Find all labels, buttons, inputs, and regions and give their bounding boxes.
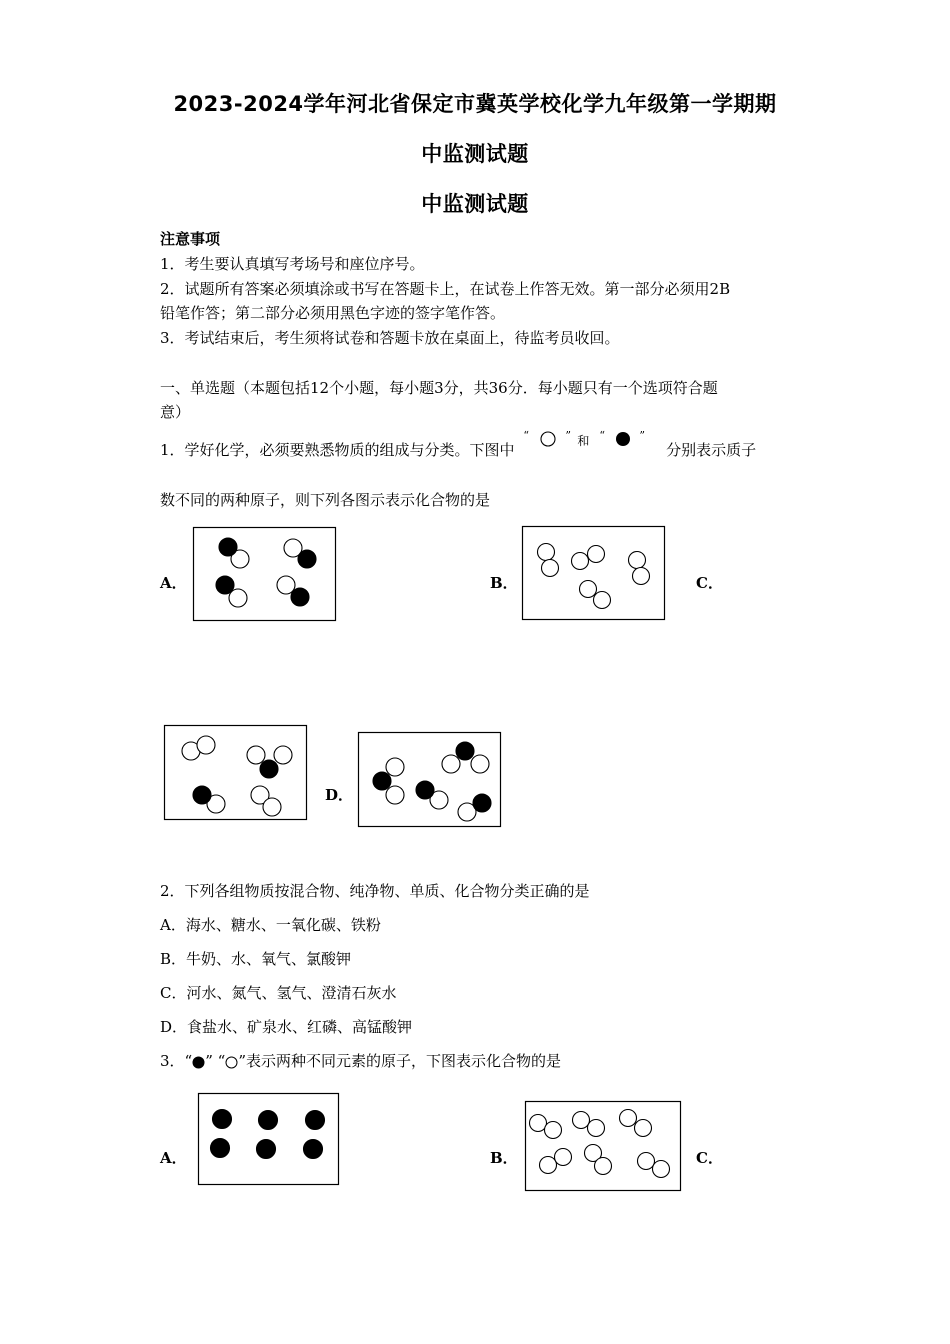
- q1-stem-line2: 数不同的两种原子，则下列各图示表示化合物的是: [160, 491, 491, 509]
- q3-quote-mid: ” “: [205, 1052, 226, 1070]
- q1-stem-line1: [160, 429, 757, 461]
- paper-title-line2: 中监测试题: [421, 142, 529, 166]
- black-atom-icon: [614, 430, 632, 448]
- q2-stem: 2．下列各组物质按混合物、纯净物、单质、化合物分类正确的是: [160, 882, 590, 900]
- q3-stem: [160, 1050, 561, 1071]
- q2-option-c: C．河水、氮气、氢气、澄清石灰水: [160, 984, 397, 1002]
- q3-number: 3．: [160, 1052, 185, 1070]
- q1-option-b-label: B．: [490, 574, 518, 592]
- q1-stem-start: 1．学好化学，必须要熟悉物质的组成与分类。下图中: [160, 441, 515, 459]
- q1-option-c-label: C．: [696, 574, 723, 592]
- q3-option-a-label: A．: [160, 1149, 187, 1167]
- q3-option-b-label: B．: [490, 1149, 518, 1167]
- paper-title-line3: 中监测试题: [421, 192, 529, 216]
- q3-stem-text: ”表示两种不同元素的原子，下图表示化合物的是: [238, 1052, 561, 1070]
- notice-item-2b: 铅笔作答；第二部分必须用黑色字迹的签字笔作答。: [160, 304, 506, 322]
- q1-option-d-label: D．: [325, 786, 354, 804]
- section-heading-line1: 一、单选题（本题包括12个小题，每小题3分，共36分．每小题只有一个选项符合题: [160, 379, 718, 397]
- q1-quote-close-2: ”: [639, 429, 645, 442]
- q2-option-d: D．食盐水、矿泉水、红磷、高锰酸钾: [160, 1018, 413, 1036]
- black-atom-icon: [192, 1056, 205, 1069]
- notice-item-3: 3．考试结束后，考生须将试卷和答题卡放在桌面上，待监考员收回。: [160, 329, 620, 347]
- q1-option-c-diagram: [164, 725, 307, 820]
- q3-quote-open: “: [184, 1052, 193, 1070]
- q1-quote-close: ”: [565, 429, 571, 442]
- q1-option-a-label: A．: [160, 574, 187, 592]
- q3-option-b-diagram: [525, 1101, 681, 1191]
- white-atom-icon: [539, 430, 557, 448]
- q1-symbol-legend: [519, 429, 661, 461]
- q1-option-d-diagram: [358, 732, 501, 827]
- q1-quote-open: “: [523, 429, 529, 442]
- q2-option-b: B．牛奶、水、氧气、氯酸钾: [160, 950, 352, 968]
- q1-option-b-diagram: [522, 526, 665, 620]
- q1-stem-end: 分别表示质子: [666, 441, 757, 459]
- q2-option-a: A．海水、糖水、一氧化碳、铁粉: [160, 916, 381, 934]
- white-atom-icon: [225, 1056, 238, 1069]
- paper-title-line1: 2023-2024学年河北省保定市冀英学校化学九年级第一学期期: [173, 92, 777, 116]
- notice-item-1: 1．考生要认真填写考场号和座位序号。: [160, 255, 425, 273]
- section-heading-line2: 意）: [160, 403, 191, 421]
- notice-item-2a: 2．试题所有答案必须填涂或书写在答题卡上，在试卷上作答无效。第一部分必须用2B: [160, 280, 731, 298]
- q3-option-c-label: C．: [696, 1149, 723, 1167]
- notice-heading: 注意事项: [160, 230, 221, 248]
- q1-and: 和: [577, 434, 590, 448]
- q3-option-a-diagram: [198, 1093, 339, 1185]
- q1-quote-open-2: “: [599, 429, 605, 442]
- q1-option-a-diagram: [193, 527, 336, 621]
